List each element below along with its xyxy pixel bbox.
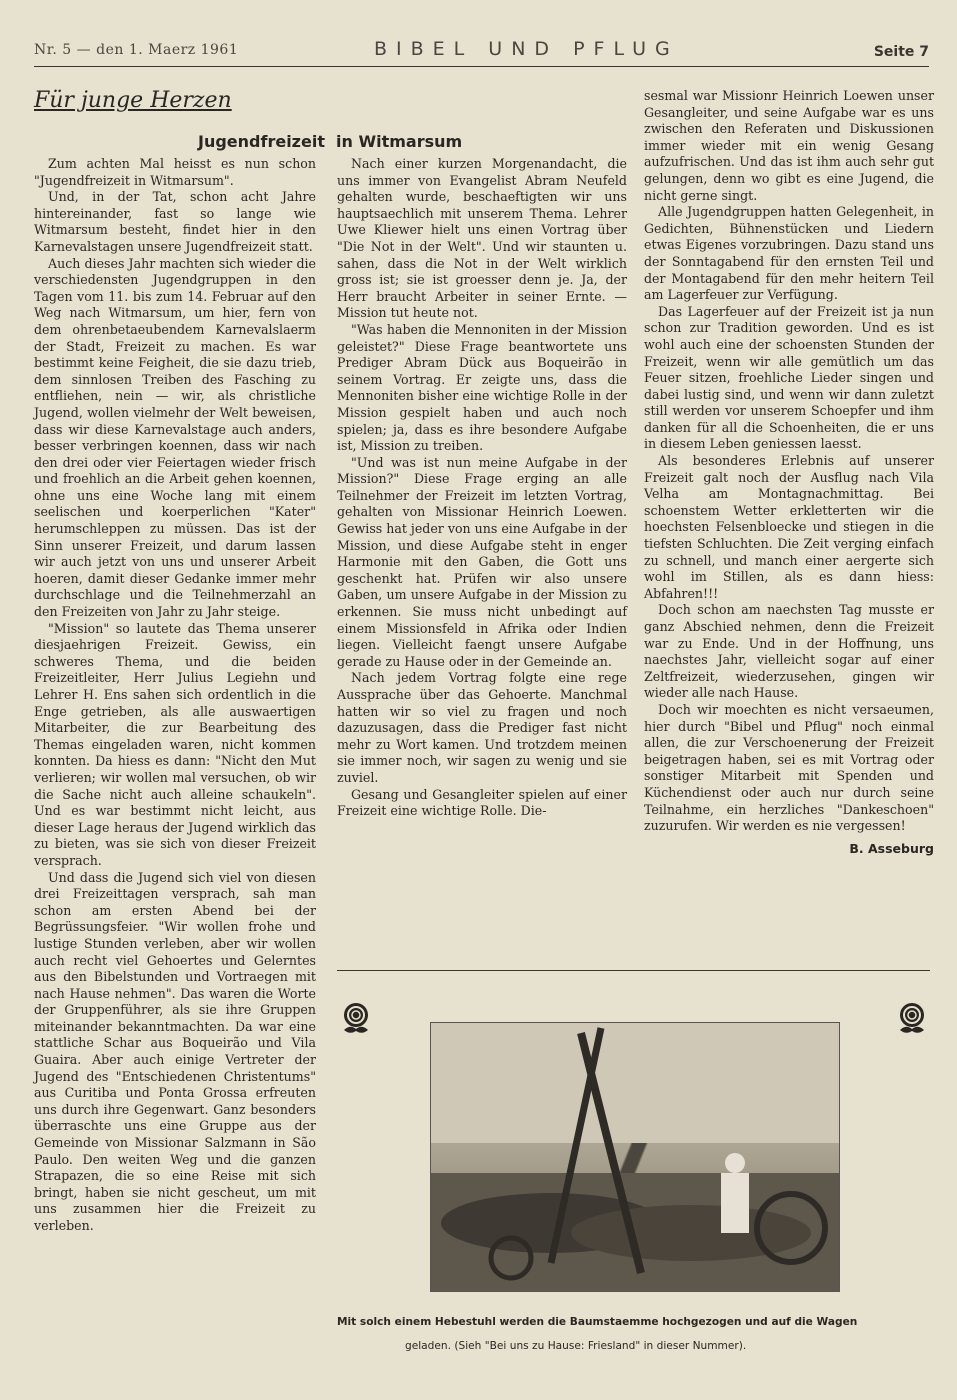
article-column-2	[337, 156, 627, 820]
caption-line-1: Mit solch einem Hebestuhl werden die Baumstaemme hochgezogen und auf die Wagen	[337, 1316, 858, 1328]
rose-ornament-icon	[338, 1000, 374, 1036]
paragraph: "Und was ist nun meine Aufgabe in der Mission?" Diese Frage erging an alle Teilnehmer der Freizeit im letzten Vortrag, gehalten von Missionar Heinrich Loewen. Gewiss hat jeder von uns eine Aufgabe in der Mission, und diese Aufgabe steht in enger Harmonie mit den Gaben, die Gott uns geschenkt hat. Prüfen wir also unsere Gaben, um unsere Aufgabe in der Mission zu erkennen. Sie muss nicht unbedingt auf einem Missionsfeld in Afrika oder Indien liegen. Vielleicht faengt unsere Aufgabe gerade zu Hause oder in der Gemeinde an.	[337, 454, 628, 669]
article-column-3	[644, 88, 934, 857]
paragraph: Doch wir moechten es nicht versaeumen, hier durch "Bibel und Pflug" noch einmal allen, die zur Verschoenerung der Freizeit beigetragen haben, sei es mit Vortrag oder sonstiger Mitarbeit mit Spenden und Küchendienst oder auch nur durch seine Teilnahme, ein herzliches "Dankeschoen" zuzurufen. Wir werden es nie vergessen!	[644, 701, 934, 834]
article-title-part1: Jugendfreizeit	[198, 132, 325, 151]
article-column-1	[34, 156, 316, 1235]
paragraph: Gesang und Gesangleiter spielen auf einer Freizeit eine wichtige Rolle. Die-	[337, 786, 627, 819]
paragraph: "Mission" so lautete das Thema unserer diesjaehrigen Freizeit. Gewiss, ein schweres Thema, und die beiden Freizeitleiter, Herr Julius Legiehn und Lehrer H. Ens sahen sich ordentlich in die Enge getrieben, als alle auswaertigen Mitarbeiter, die zur Bearbeitung des Themas eingeladen waren, nicht kommen konnten. Da hiess es dann: "Nicht den Mut verlieren; wir wollen mal versuchen, ob wir die Sache nicht auch alleine schaukeln". Und es war bestimmt nicht leicht, aus dieser Lage heraus der Jugend wirklich das zu bieten, was sie sich von dieser Freizeit versprach.	[34, 620, 316, 868]
paragraph: Als besonderes Erlebnis auf unserer Freizeit galt noch der Ausflug nach Vila Velha am Montagnachmittag. Bei schoenstem Wetter erkletterten wir die hoechsten Felsenbloecke und stiegen in die tiefsten Schluchten. Die Zeit verging einfach zu schnell, und manch einer aergerte sich wohl im Stillen, als es dann hiess: Abfahren!!!	[644, 453, 934, 601]
photo-illustration	[431, 1023, 839, 1291]
photo-caption	[337, 1310, 921, 1358]
page-number: Seite 7	[873, 44, 929, 60]
paragraph: Doch schon am naechsten Tag musste er ganz Abschied nehmen, denn die Freizeit war zu Ende. Und in der Hoffnung, uns naechstes Jahr, vielleicht sogar auf einer Zeltfreizeit, wiederzusehen, gingen wir wieder alle nach Hause.	[644, 602, 934, 701]
paragraph: Auch dieses Jahr machten sich wieder die verschiedensten Jugendgruppen in den Tagen vom 11. bis zum 14. Februar auf den Weg nach Witmarsum, um hier, fern von dem ohrenbetaeubendem Karnevalslaerm der Stadt, Freizeit zu machen. Es war bestimmt keine Feigheit, die sie dazu trieb, dem sinnlosen Treiben des Fasching zu entfliehen, nein — wir, als christliche Jugend, wollen vielmehr der Welt beweisen, dass wir diese Karnevalstage auch anders, besser verbringen koennen, dass wir nach den drei oder vier Feiertagen wieder frisch und froehlich an die Arbeit gehen koennen, ohne uns eine Woche lang mit einem seelischen und koerperlichen "Kater" herumschleppen zu müssen. Das ist der Sinn unserer Freizeit, und darum lassen wir auch jetzt von uns und unserer Arbeit hoeren, damit dieser Gedanke immer mehr durchschlage und die Teilnehmerzahl an den Freizeiten von Jahr zu Jahr steige.	[34, 255, 316, 620]
paragraph: Und, in der Tat, schon acht Jahre hintereinander, fast so lange wie Witmarsum besteht, findet hier in den Karnevalstagen unsere Jugendfreizeit statt.	[34, 189, 316, 254]
page-header	[34, 38, 929, 67]
section-divider	[337, 970, 930, 971]
section-title: Für junge Herzen	[34, 88, 232, 113]
paragraph: "Was haben die Mennoniten in der Mission geleistet?" Diese Frage beantwortete uns Prediger Abram Dück aus Boqueirão in seinem Vortrag. Er zeigte uns, dass die Mennoniten bisher eine wichtige Rolle in der Mission gespielt haben und auch noch spielen; ja, dass es ihre besondere Aufgabe ist, Mission zu treiben.	[337, 321, 627, 454]
article-title-part2: in Witmarsum	[336, 132, 463, 151]
paragraph: Und dass die Jugend sich viel von diesen drei Freizeittagen versprach, sah man schon am ersten Abend bei der Begrüssungsfeier. "Wir wollen frohe und lustige Stunden verleben, aber wir wollen auch recht viel Gehoertes und Gelerntes aus den Bibelstunden und Vortraegen mit nach Hause nehmen". Das waren die Worte der Gruppenführer, als sie ihre Gruppen miteinander bekanntmachten. Da war eine stattliche Schar aus Boqueirão und Vila Guaira. Aber auch einige Vertreter der Jugend des "Entschiedenen Christentums" aus Curitiba und Ponta Grossa erfreuten uns durch ihre Gegenwart. Ganz besonders überraschte uns eine Gruppe aus der Gemeinde von Missionar Salzmann in São Paulo. Den weiten Weg und die ganzen Strapazen, die so eine Reise mit sich bringt, haben sie nicht gescheut, um mit uns zusammen hier die Freizeit zu verleben.	[34, 869, 316, 1233]
paragraph: Nach einer kurzen Morgenandacht, die uns immer von Evangelist Abram Neufeld gehalten wurde, beschaeftigten wir uns hauptsaechlich mit unserem Thema. Lehrer Uwe Kliewer hielt uns einen Vortrag über "Die Not in der Welt". Und wir staunten u. sahen, dass die Not in der Welt wirklich gross ist; sie ist groesser denn je. Ja, der Herr braucht Arbeiter in seiner Ernte. — Mission tut heute not.	[337, 156, 627, 321]
paragraph: Das Lagerfeuer auf der Freizeit ist ja nun schon zur Tradition geworden. Und es ist wohl auch eine der schoensten Stunden der Freizeit, wenn wir alle gemütlich um das Feuer sitzen, froehliche Lieder singen und dabei lustig sind, und wenn wir dann zuletzt still werden vor unserem Schoepfer und ihm danken für all die Schoenheiten, die er uns in diesem Leben geniessen laesst.	[644, 303, 934, 452]
caption-line-2: geladen. (Sieh "Bei uns zu Hause: Friesland" in dieser Nummer).	[405, 1340, 747, 1352]
newspaper-title: BIBEL UND PFLUG	[374, 38, 679, 60]
paragraph: Zum achten Mal heisst es nun schon "Jugendfreizeit in Witmarsum".	[34, 156, 316, 188]
paragraph: Nach jedem Vortrag folgte eine rege Aussprache über das Gehoerte. Manchmal hatten wir so viel zu fragen und noch dazuzusagen, dass die Prediger fast nicht mehr zu Wort kamen. Und trotzdem meinen sie immer noch, wir sagen zu wenig und sie zuviel.	[337, 670, 627, 785]
author-signature: B. Asseburg	[849, 840, 934, 856]
photo-log-hoist	[430, 1022, 840, 1292]
paragraph: sesmal war Missionr Heinrich Loewen unser Gesangleiter, und seine Aufgabe war es uns zwischen den Referaten und Diskussionen immer wieder mit ein wenig Gesang aufzufrischen. Und das ist ihm auch sehr gut gelungen, denn wo gibt es eine Jugend, die nicht gerne singt.	[644, 88, 934, 203]
rose-ornament-icon	[894, 1000, 930, 1036]
paragraph: Alle Jugendgruppen hatten Gelegenheit, in Gedichten, Bühnenstücken und Liedern etwas Eigenes vorzubringen. Dazu stand uns der Sonntagabend für den ernsten Teil und der Montagabend für den mehr heitern Teil am Lagerfeuer zur Verfügung.	[644, 204, 934, 303]
issue-date: Nr. 5 — den 1. Maerz 1961	[34, 42, 239, 58]
